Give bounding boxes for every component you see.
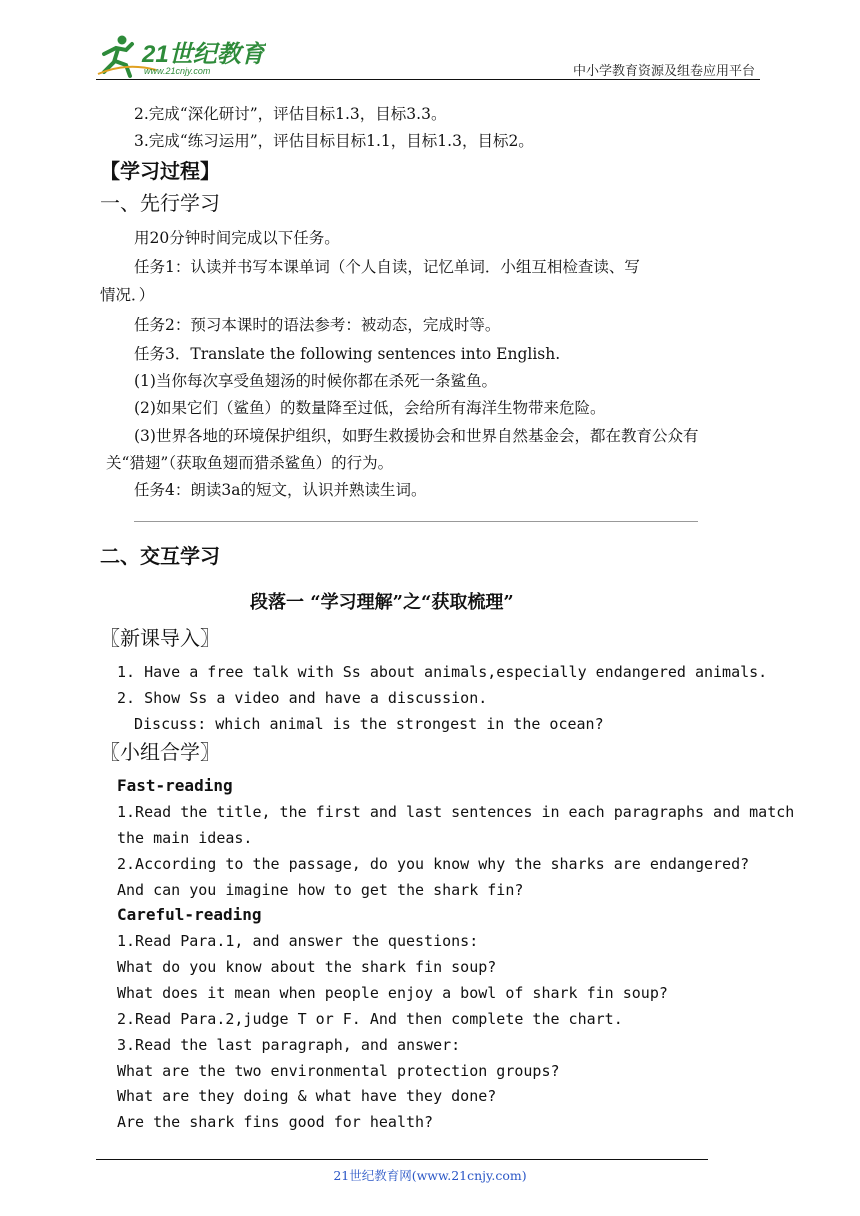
careful-3-q3: Are the shark fins good for health?: [117, 1113, 434, 1131]
careful-1-q1: What do you know about the shark fin soup?: [117, 958, 497, 976]
new-lesson-item-2: 2. Show Ss a video and have a discussion.: [117, 689, 488, 707]
task3-text: 任务3．Translate the following sentences into English.: [134, 345, 561, 363]
task2: 任务2：预习本课时的语法参考：被动态，完成时等。: [134, 316, 501, 334]
header-rule: [96, 79, 760, 80]
careful-1: 1.Read Para.1, and answer the questions:: [117, 932, 479, 950]
careful-3-q1: What are the two environmental protection groups?: [117, 1062, 560, 1080]
careful-3: 3.Read the last paragraph, and answer:: [117, 1036, 461, 1054]
logo-url: www.21cnjy.com: [144, 66, 211, 76]
logo-text: 21世纪教育: [142, 41, 265, 68]
new-lesson-discuss: Discuss: which animal is the strongest in the ocean?: [134, 715, 604, 733]
paragraph-title: 段落一 “学习理解”之“获取梳理”: [250, 592, 514, 613]
sentence-1: (1)当你每次享受鱼翅汤的时候你都在杀死一条鲨鱼。: [134, 372, 497, 390]
part1-title: 一、先行学习: [100, 191, 220, 215]
new-lesson-heading: 〖新课导入〗: [100, 626, 220, 650]
footer-link[interactable]: 21世纪教育网(www.21cnjy.com): [333, 1168, 527, 1183]
header-right-text: 中小学教育资源及组卷应用平台: [572, 64, 755, 79]
sentence-3-line2: 关“猎翅”（获取鱼翅而猎杀鲨鱼）的行为。: [106, 454, 394, 472]
careful-reading-heading: Careful-reading: [117, 905, 262, 924]
fast-1-line1: 1.Read the title, the first and last sentences in each paragraphs and match: [117, 803, 795, 821]
section-learning-process: 【学习过程】: [100, 159, 220, 183]
fast-2-line2: And can you imagine how to get the shark fin?: [117, 881, 524, 899]
fast-2-line1: 2.According to the passage, do you know why the sharks are endangered?: [117, 855, 750, 873]
objective-2: 2.完成“深化研讨”，评估目标1.3，目标3.3。: [134, 105, 447, 123]
group-heading: 〖小组合学〗: [100, 740, 220, 764]
footer-rule: [96, 1159, 708, 1160]
new-lesson-item-1: 1. Have a free talk with Ss about animals,especially endangered animals.: [117, 663, 768, 681]
sentence-2: (2)如果它们（鲨鱼）的数量降至过低，会给所有海洋生物带来危险。: [134, 399, 606, 417]
careful-1-q2: What does it mean when people enjoy a bowl of shark fin soup?: [117, 984, 668, 1002]
task3: [134, 344, 560, 364]
task4: 任务4：朗读3a的短文，认识并熟读生词。: [134, 481, 427, 499]
careful-3-q2: What are they doing & what have they done?: [117, 1087, 497, 1105]
fast-1-line2: the main ideas.: [117, 829, 253, 847]
task1-line2: 情况．）: [100, 286, 155, 304]
part2-title: 二、交互学习: [100, 544, 220, 568]
sentence-3-line1: (3)世界各地的环境保护组织，如野生救援协会和世界自然基金会，都在教育公众有: [134, 427, 699, 445]
fast-reading-heading: Fast-reading: [117, 776, 233, 795]
section-divider: [134, 521, 698, 522]
part1-intro: 用20分钟时间完成以下任务。: [134, 229, 340, 247]
objective-3: 3.完成“练习运用”，评估目标目标1.1，目标1.3，目标2。: [134, 132, 534, 150]
task1-line1: 任务1：认读并书写本课单词（个人自读，记忆单词．小组互相检查读、写: [134, 258, 640, 276]
site-logo: [96, 32, 266, 80]
careful-2: 2.Read Para.2,judge T or F. And then complete the chart.: [117, 1010, 623, 1028]
